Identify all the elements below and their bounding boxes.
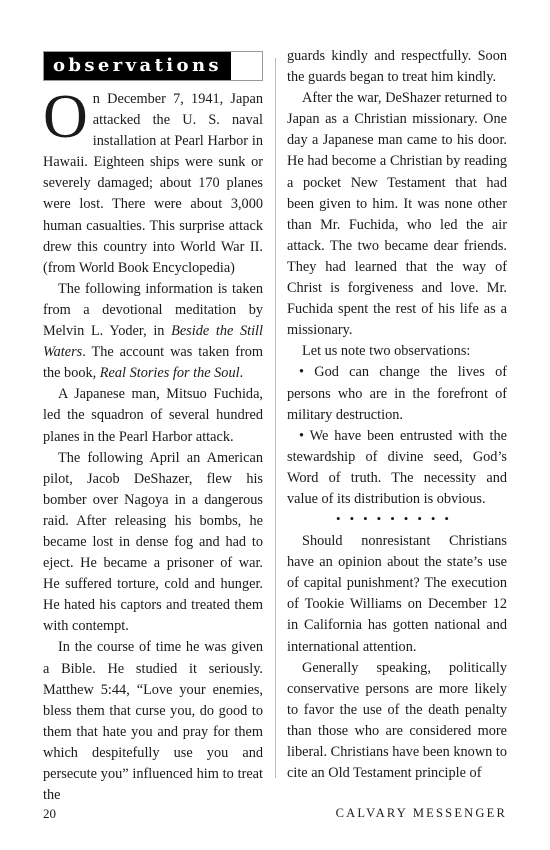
publication-title: CALVARY MESSENGER — [335, 806, 507, 820]
capital-punishment-paragraph: Should nonresistant Christians have an opinion about the state’s use of capital punishment? The execution of Tookie Williams on December 12 in California has gotten national and international attention. — [287, 533, 507, 655]
left-column — [43, 46, 263, 806]
section-heading: observations — [44, 52, 231, 80]
bible-paragraph: In the course of time he was given a Bible. He studied it seriously. Matthew 5:44, “Love your enemies, bless them that curse you, do good to them that hate you and pray for them which despitefully use you and persecute you” influenced him to treat the — [43, 639, 263, 804]
observation-bullet-1: • God can change the lives of persons who are in the forefront of military destruction. — [287, 364, 507, 423]
continued-paragraph: guards kindly and respectfully. Soon the guards began to treat him kindly. — [287, 48, 507, 86]
right-column — [287, 46, 507, 784]
section-separator: ••••••••• — [336, 511, 458, 527]
intro-paragraph — [43, 83, 263, 279]
source-text-a: The following information is taken from a devotional meditation by Melvin L. Yoder, in — [43, 280, 263, 340]
book-title-2: Real Stories for the Soul — [99, 365, 240, 382]
drop-cap: O — [43, 83, 88, 151]
fuchida-paragraph: A Japanese man, Mitsuo Fuchida, led the squadron of several hundred planes in the Pearl Harbor attack. — [43, 386, 263, 445]
source-paragraph — [43, 279, 263, 384]
observations-intro: Let us note two observations: — [302, 343, 471, 360]
page-number: 20 — [43, 806, 56, 821]
missionary-paragraph: After the war, DeShazer returned to Japan as a Christian missionary. One day a Japanese man came to his door. He had become a Christian by reading a pocket New Testament that had been given to him. It was none other than Mr. Fuchida, who led the air attack. The two became dear friends. They had learned that the way of Christ is forgiveness and love. Mr. Fuchida spent the rest of his life as a missionary. — [287, 90, 507, 339]
conservative-paragraph: Generally speaking, politically conservative persons are more likely to favor the use of the death penalty than those who are considered more liberal. Christians have been known to cite an Old Testament principle of — [287, 659, 507, 782]
source-text-c: . — [239, 365, 244, 382]
source-text-b: . The account was taken from the book, — [43, 344, 263, 382]
intro-text: n December 7, 1941, Japan attacked the U. S. naval installation at Pearl Harbor in Hawaii. Eighteen ships were sunk or severely damaged; about 170 planes were lost. There were about 3,000 human casualties. This surprise attack drew this country into World War II. (from World Book Encyclopedia) — [43, 91, 263, 276]
section-heading-box — [43, 51, 263, 81]
observation-bullet-2: • We have been entrusted with the stewardship of divine seed, God’s Word of truth. The necessity and value of its distribution is obvious. — [287, 427, 507, 507]
book-title-1: Beside the Still Waters — [43, 323, 264, 361]
deshazer-paragraph: The following April an American pilot, Jacob DeShazer, flew his bomber over Nagoya in a dangerous raid. After releasing his bombs, he became lost in dense fog and had to eject. He became a prisoner of war. He suffered torture, cold and hunger. He hated his captors and treated them with contempt. — [43, 449, 263, 635]
column-divider — [275, 58, 276, 778]
